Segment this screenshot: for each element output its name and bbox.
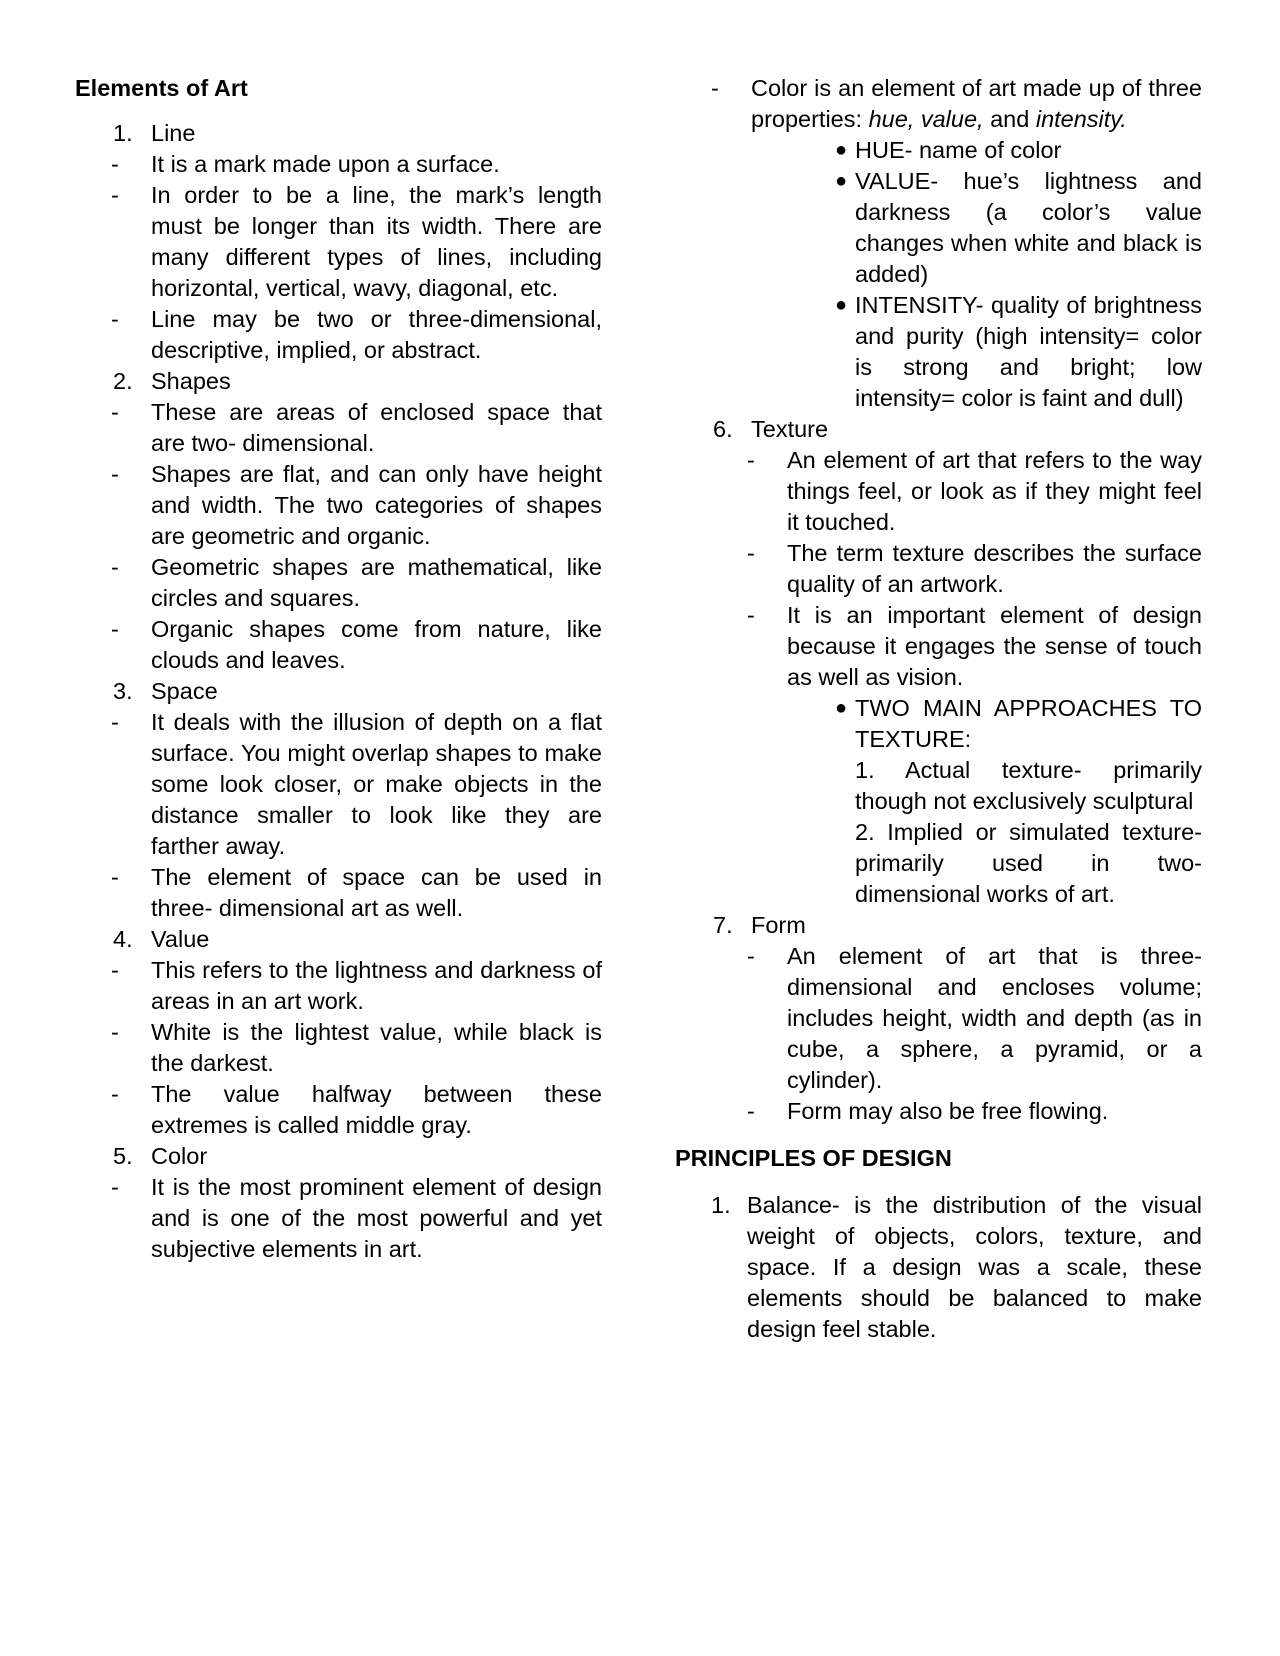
item-text: Form may also be free flowing. bbox=[787, 1098, 1109, 1124]
item-text: VALUE- hue’s lightness and darkness (a color’s value changes when white and black is added) bbox=[855, 168, 1202, 287]
section-number: 1. bbox=[113, 120, 133, 146]
list-item bbox=[75, 180, 602, 304]
list-item bbox=[675, 600, 1202, 693]
intensity-term: intensity. bbox=[1035, 106, 1127, 132]
item-text: An element of art that is three-dimensional and encloses volume; includes height, width and depth (as in cube, a sphere, a pyramid, or a cylinder). bbox=[787, 943, 1202, 1093]
section-title: Value bbox=[151, 926, 210, 952]
list-item bbox=[75, 304, 602, 366]
dash-marker: - bbox=[747, 602, 755, 628]
dash-marker: - bbox=[111, 554, 119, 580]
item-text: TWO MAIN APPROACHES TO TEXTURE: bbox=[855, 695, 1202, 752]
bullet-marker: ● bbox=[835, 697, 848, 719]
item-text: It is the most prominent element of design and is one of the most powerful and yet subjective elements in art. bbox=[151, 1174, 602, 1262]
bullet-item bbox=[675, 693, 1202, 755]
hue-term: hue, bbox=[868, 106, 915, 132]
item-text: An element of art that refers to the way things feel, or look as if they might feel it touched. bbox=[787, 447, 1202, 535]
item-text: Shapes are flat, and can only have height and width. The two categories of shapes are geometric and organic. bbox=[151, 461, 602, 549]
section-title: Shapes bbox=[151, 368, 231, 394]
bullet-item bbox=[675, 166, 1202, 290]
dash-marker: - bbox=[111, 306, 119, 332]
list-item bbox=[675, 1096, 1202, 1127]
list-item bbox=[75, 397, 602, 459]
item-text: In order to be a line, the mark’s length must be longer than its width. There are many different types of lines, including horizontal, vertical, wavy, diagonal, etc. bbox=[151, 182, 602, 301]
section-number: 7. bbox=[713, 912, 733, 938]
section-number: 5. bbox=[113, 1143, 133, 1169]
bullet-marker: ● bbox=[835, 294, 848, 316]
right-column bbox=[675, 73, 1202, 1345]
section-title: Texture bbox=[751, 416, 829, 442]
section-number: 6. bbox=[713, 416, 733, 442]
item-text: Color is an element of art made up of three properties: bbox=[751, 75, 1202, 132]
principle-text: Balance- is the distribution of the visual weight of objects, colors, texture, and space. If a design was a scale, these elements should be balanced to make design feel stable. bbox=[747, 1192, 1202, 1342]
item-text: The value halfway between these extremes is called middle gray. bbox=[151, 1081, 602, 1138]
section-shapes bbox=[75, 366, 602, 397]
dash-marker: - bbox=[111, 957, 119, 983]
dash-marker: - bbox=[747, 447, 755, 473]
dash-marker: - bbox=[111, 461, 119, 487]
item-text: These are areas of enclosed space that are two- dimensional. bbox=[151, 399, 602, 456]
principles-heading: PRINCIPLES OF DESIGN bbox=[675, 1145, 952, 1171]
item-text: and bbox=[983, 106, 1036, 132]
list-item bbox=[75, 1172, 602, 1265]
section-line bbox=[75, 118, 602, 149]
list-item bbox=[675, 73, 1202, 135]
item-text: This refers to the lightness and darkness of areas in an art work. bbox=[151, 957, 602, 1014]
page-heading: Elements of Art bbox=[75, 75, 248, 101]
principle-item bbox=[675, 1190, 1202, 1345]
section-number: 2. bbox=[113, 368, 133, 394]
principle-number: 1. bbox=[711, 1192, 731, 1218]
bullet-item bbox=[675, 135, 1202, 166]
section-value bbox=[75, 924, 602, 955]
section-number: 4. bbox=[113, 926, 133, 952]
dash-marker: - bbox=[747, 540, 755, 566]
dash-marker: - bbox=[747, 943, 755, 969]
dash-marker: - bbox=[111, 1019, 119, 1045]
section-title: Space bbox=[151, 678, 218, 704]
bullet-item bbox=[675, 290, 1202, 414]
color-properties-text bbox=[751, 75, 1202, 132]
bullet-marker: ● bbox=[835, 139, 848, 161]
list-item bbox=[675, 445, 1202, 538]
item-text: It deals with the illusion of depth on a flat surface. You might overlap shapes to make some look closer, or make objects in the distance smaller to look like they are farther away. bbox=[151, 709, 602, 859]
item-text: The element of space can be used in three- dimensional art as well. bbox=[151, 864, 602, 921]
list-item bbox=[75, 1017, 602, 1079]
list-item bbox=[75, 552, 602, 614]
section-title: Color bbox=[151, 1143, 208, 1169]
dash-marker: - bbox=[111, 864, 119, 890]
list-item bbox=[675, 941, 1202, 1096]
item-text: The term texture describes the surface quality of an artwork. bbox=[787, 540, 1202, 597]
list-item bbox=[75, 1079, 602, 1141]
item-text: It is a mark made upon a surface. bbox=[151, 151, 500, 177]
approach-item: 2. Implied or simulated texture- primarily used in two- dimensional works of art. bbox=[855, 819, 1202, 907]
bullet-marker: ● bbox=[835, 170, 848, 192]
dash-marker: - bbox=[111, 1174, 119, 1200]
item-text: Geometric shapes are mathematical, like circles and squares. bbox=[151, 554, 602, 611]
list-item bbox=[75, 459, 602, 552]
value-term: value, bbox=[920, 106, 984, 132]
dash-marker: - bbox=[111, 616, 119, 642]
dash-marker: - bbox=[111, 182, 119, 208]
item-text: It is an important element of design because it engages the sense of touch as well as vision. bbox=[787, 602, 1202, 690]
section-form bbox=[675, 910, 1202, 941]
list-item bbox=[75, 149, 602, 180]
section-title: Line bbox=[151, 120, 196, 146]
section-texture bbox=[675, 414, 1202, 445]
left-column bbox=[75, 73, 602, 1265]
item-text: HUE- name of color bbox=[855, 137, 1062, 163]
section-number: 3. bbox=[113, 678, 133, 704]
item-text: Line may be two or three-dimensional, descriptive, implied, or abstract. bbox=[151, 306, 602, 363]
section-space bbox=[75, 676, 602, 707]
list-item bbox=[75, 862, 602, 924]
dash-marker: - bbox=[111, 151, 119, 177]
dash-marker: - bbox=[111, 399, 119, 425]
dash-marker: - bbox=[711, 75, 719, 101]
dash-marker: - bbox=[111, 709, 119, 735]
item-text: INTENSITY- quality of brightness and purity (high intensity= color is strong and bright; low intensity= color is faint and dull) bbox=[855, 292, 1202, 411]
list-item bbox=[75, 707, 602, 862]
list-item bbox=[75, 955, 602, 1017]
section-color bbox=[75, 1141, 602, 1172]
section-title: Form bbox=[751, 912, 806, 938]
dash-marker: - bbox=[747, 1098, 755, 1124]
item-text: Organic shapes come from nature, like clouds and leaves. bbox=[151, 616, 602, 673]
list-item bbox=[675, 538, 1202, 600]
dash-marker: - bbox=[111, 1081, 119, 1107]
approach-item: 1. Actual texture- primarily though not exclusively sculptural bbox=[855, 757, 1202, 814]
list-item bbox=[75, 614, 602, 676]
item-text: White is the lightest value, while black is the darkest. bbox=[151, 1019, 602, 1076]
